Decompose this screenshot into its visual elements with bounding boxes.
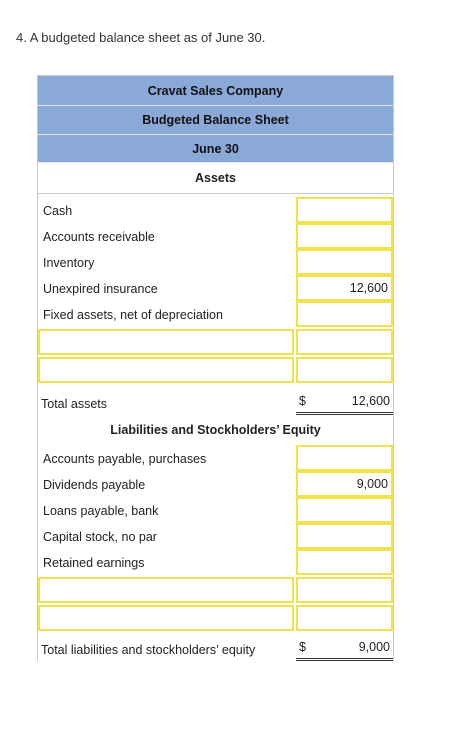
company-name: Cravat Sales Company: [38, 76, 393, 106]
currency-symbol: $: [299, 640, 306, 654]
asset-blank-label-input[interactable]: [38, 357, 294, 383]
liab-row-loans: [38, 497, 393, 523]
total-assets-row: [38, 385, 393, 415]
asset-cash-input[interactable]: [296, 197, 393, 223]
asset-label: Inventory: [43, 256, 95, 270]
liab-blank-label-input[interactable]: [38, 605, 294, 631]
asset-label: Fixed assets, net of depreciation: [43, 308, 223, 322]
asset-row-inventory: [38, 249, 393, 275]
liab-row-retained: [38, 549, 393, 575]
liab-label: Retained earnings: [43, 556, 145, 570]
liab-ap-input[interactable]: [296, 445, 393, 471]
liab-dividends-input[interactable]: 9,000: [296, 471, 393, 497]
currency-symbol: $: [299, 394, 306, 408]
liab-blank-label-input[interactable]: [38, 577, 294, 603]
asset-blank-value-input[interactable]: [296, 329, 393, 355]
liab-loans-input[interactable]: [296, 497, 393, 523]
liab-label: Loans payable, bank: [43, 504, 159, 518]
total-liabilities-label: Total liabilities and stockholders’ equity: [41, 643, 256, 657]
liab-capital-input[interactable]: [296, 523, 393, 549]
asset-inventory-input[interactable]: [296, 249, 393, 275]
asset-fixed-input[interactable]: [296, 301, 393, 327]
asset-label: Unexpired insurance: [43, 282, 158, 296]
total-assets-value: [296, 385, 393, 415]
liab-row-capital: [38, 523, 393, 549]
statement-title: Budgeted Balance Sheet: [38, 106, 393, 135]
statement-date: June 30: [38, 135, 393, 163]
asset-row-fixed: [38, 301, 393, 327]
balance-sheet: [37, 75, 394, 661]
total-liabilities-value: [296, 633, 393, 661]
asset-blank-label-input[interactable]: [38, 329, 294, 355]
liab-retained-input[interactable]: [296, 549, 393, 575]
liab-label: Dividends payable: [43, 478, 146, 492]
total-assets-label: Total assets: [41, 397, 108, 411]
liab-row-blank: [38, 577, 393, 603]
asset-ar-input[interactable]: [296, 223, 393, 249]
total-liabilities-row: [38, 633, 393, 661]
asset-insurance-input[interactable]: 12,600: [296, 275, 393, 301]
asset-row-blank: [38, 357, 393, 383]
asset-row-cash: [38, 197, 393, 223]
liab-blank-value-input[interactable]: [296, 577, 393, 603]
asset-label: Accounts receivable: [43, 230, 155, 244]
liab-row-blank: [38, 605, 393, 631]
liab-blank-value-input[interactable]: [296, 605, 393, 631]
asset-row-ar: [38, 223, 393, 249]
assets-section-title: Assets: [38, 163, 393, 194]
question-text: 4. A budgeted balance sheet as of June 30.: [16, 30, 266, 45]
asset-blank-value-input[interactable]: [296, 357, 393, 383]
liab-row-dividends: [38, 471, 393, 497]
liab-label: Accounts payable, purchases: [43, 452, 207, 466]
total-liabilities-amount: 9,000: [358, 640, 390, 654]
liab-label: Capital stock, no par: [43, 530, 157, 544]
liabilities-section-title: Liabilities and Stockholders’ Equity: [38, 415, 393, 445]
liab-row-ap: [38, 445, 393, 471]
asset-row-blank: [38, 329, 393, 355]
asset-row-insurance: [38, 275, 393, 301]
total-assets-amount: 12,600: [351, 394, 390, 408]
asset-label: Cash: [43, 204, 73, 218]
